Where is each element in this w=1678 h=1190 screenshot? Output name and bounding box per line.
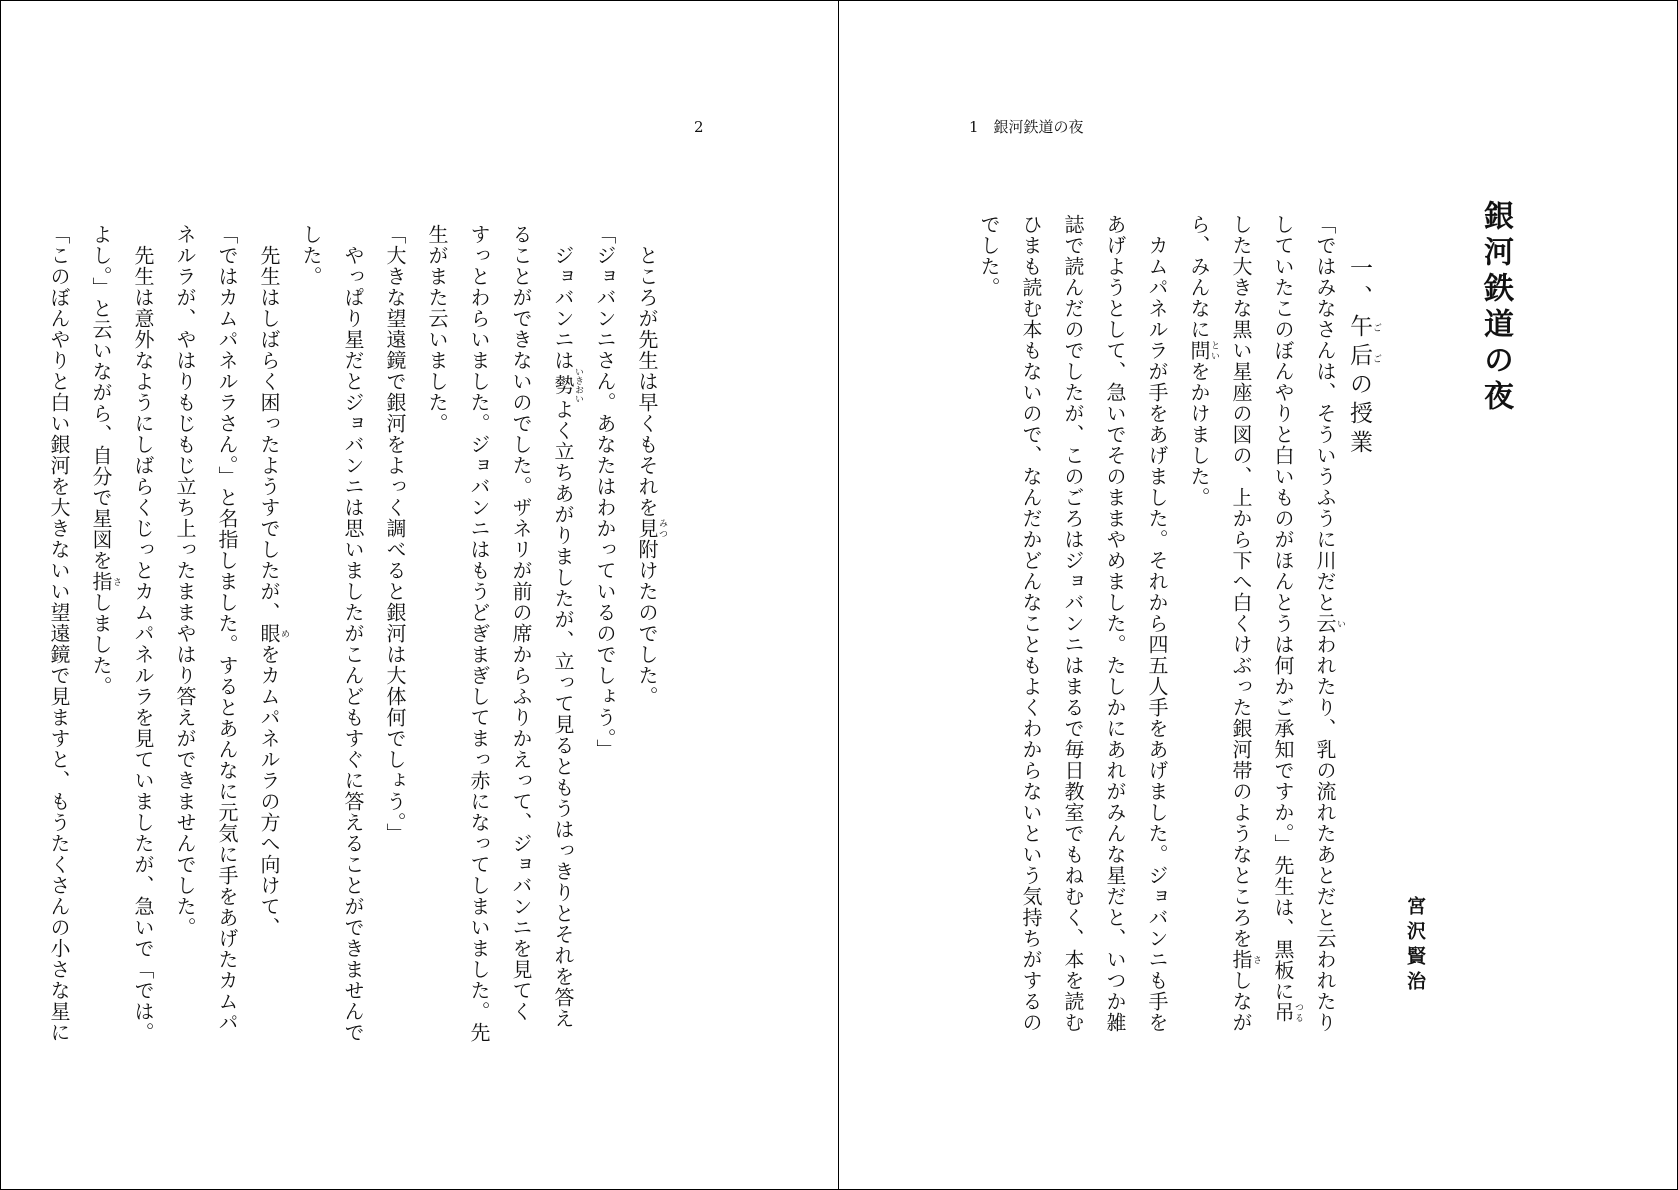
text-line: した大きな黒い星座の図の、上から下へ白くけぶった銀河帯のようなところを指さしなが <box>1229 214 1261 1033</box>
author-name: 宮沢賢治 <box>1404 896 1426 996</box>
text-line: 先生は意外なようにしばらくじっとカムパネルラを見ていましたが、急いで「では。 <box>131 224 155 1043</box>
text-line: 「ジョバンニさん。あなたはわかっているのでしょう。」 <box>593 224 617 760</box>
right-page <box>839 0 1678 1190</box>
text-line: ネルラが、やはりもじもじ立ち上ったままやはり答えができませんでした。 <box>173 224 197 938</box>
text-line: ひまも読む本もないので、なんだかどんなこともよくわからないという気持ちがするの <box>1019 214 1043 1033</box>
left-page-body <box>38 224 668 1043</box>
text-line: ることができないのでした。ザネリが前の席からふりかえって、ジョバンニを見てく <box>509 224 533 1022</box>
text-line: すっとわらいました。ジョバンニはもうどぎまぎしてまっ赤になってしまいました。先 <box>467 224 491 1043</box>
text-line: 先生はしばらく困ったようすでしたが、眼めをカムパネルラの方へ向けて、 <box>257 224 289 938</box>
text-line: あげようとして、急いでそのままやめました。たしかにあれがみんな星だと、いつか雑 <box>1103 214 1127 1033</box>
text-line: でした。 <box>977 214 1001 298</box>
book-title: 銀河鉄道の夜 <box>1478 200 1513 416</box>
text-line: 生がまた云いました。 <box>425 224 449 434</box>
text-line: カムパネルラが手をあげました。それから四五人手をあげました。ジョバンニも手を <box>1145 214 1169 1033</box>
text-line: やっぱり星だとジョバンニは思いましたがこんどもすぐに答えることができませんで <box>341 224 365 1043</box>
text-line: ら、みんなに問といをかけました。 <box>1187 214 1219 508</box>
chapter-heading: 一、午后 ごごの授業 <box>1346 256 1381 459</box>
running-header: 1 銀河鉄道の夜 <box>969 118 1084 136</box>
text-line: 誌で読んだのでしたが、このごろはジョバンニはまるで毎日教室でもねむく、本を読む <box>1061 214 1085 1033</box>
text-line: よし。」と云いながら、自分で星図を指さしました。 <box>89 224 121 697</box>
text-line: 「ではみなさんは、そういうふうに川だと云いわれたり、乳の流れたあとだと云われたり <box>1313 214 1345 1033</box>
text-line: ところが先生は早くもそれを見みつ附けたのでした。 <box>635 224 667 707</box>
right-page-body <box>968 214 1346 1033</box>
text-line: 「ではカムパネルラさん。」と名指しました。するとあんなに元気に手をあげたカムパ <box>215 224 239 1033</box>
text-line: した。 <box>299 224 323 287</box>
page-number: 2 <box>694 118 704 136</box>
left-page <box>0 0 838 1190</box>
text-line: していたこのぼんやりと白いものがほんとうは何かご承知ですか。」先生は、黒板に吊つる <box>1271 214 1303 1023</box>
text-line: 「大きな望遠鏡で銀河をよっく調べると銀河は大体何でしょう。」 <box>383 224 407 844</box>
text-line: ジョバンニは勢いきおいよく立ちあがりましたが、立って見るともうはっきりとそれを答え <box>551 224 583 1029</box>
text-line: 「このぼんやりと白い銀河を大きないい望遠鏡で見ますと、もうたくさんの小さな星に <box>47 224 71 1043</box>
